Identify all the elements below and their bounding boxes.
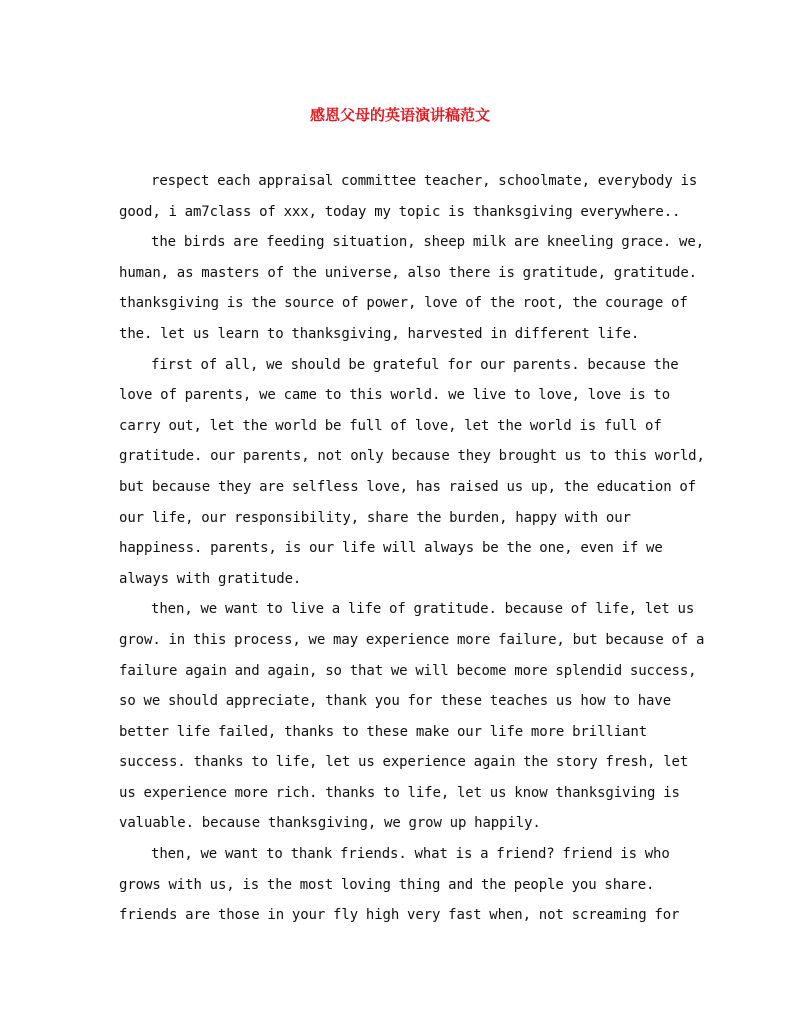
paragraph-line: thanksgiving is the source of power, love of the root, the courage of: [119, 295, 688, 312]
paragraph-line: human, as masters of the universe, also there is gratitude, gratitude.: [119, 264, 698, 281]
document-body: [119, 166, 705, 931]
paragraph-line: love of parents, we came to this world. we live to love, love is to: [119, 387, 671, 404]
paragraph-line: carry out, let the world be full of love, let the world is full of: [119, 417, 662, 434]
paragraph-line: respect each appraisal committee teacher, schoolmate, everybody is: [151, 173, 698, 189]
paragraph-line: but because they are selfless love, has raised us up, the education of: [119, 478, 697, 495]
paragraph-line: gratitude. our parents, not only because they brought us to this world,: [119, 448, 705, 465]
paragraph-line: success. thanks to life, let us experience again the story fresh, let: [119, 754, 689, 771]
paragraph-line: better life failed, thanks to these make our life more brilliant: [119, 723, 648, 740]
paragraph-line: happiness. parents, is our life will always be the one, even if we: [119, 540, 663, 557]
paragraph-line: first of all, we should be grateful for our parents. because the: [151, 356, 679, 373]
paragraph-line: friends are those in your fly high very fast when, not screaming for: [119, 907, 680, 924]
paragraph-line: the birds are feeding situation, sheep milk are kneeling grace. we,: [151, 234, 705, 251]
paragraph-line: grows with us, is the most loving thing and the people you share.: [119, 876, 655, 893]
paragraph-line: then, we want to live a life of gratitude. because of life, let us: [151, 601, 695, 618]
paragraph-line: grow. in this process, we may experience more failure, but because of a: [119, 631, 705, 648]
paragraph-line: good, i am7class of xxx, today my topic is thanksgiving everywhere..: [119, 203, 681, 220]
page-title: 感恩父母的英语演讲稿范文: [309, 106, 490, 124]
paragraph-line: our life, our responsibility, share the burden, happy with our: [119, 509, 631, 526]
paragraph-line: always with gratitude.: [119, 570, 302, 587]
paragraph-line: the. let us learn to thanksgiving, harvested in different life.: [119, 325, 640, 342]
paragraph-line: valuable. because thanksgiving, we grow up happily.: [119, 815, 541, 832]
paragraph-line: us experience more rich. thanks to life, let us know thanksgiving is: [119, 784, 680, 801]
paragraph-line: failure again and again, so that we will become more splendid success,: [119, 662, 697, 679]
paragraph-line: so we should appreciate, thank you for these teaches us how to have: [119, 693, 672, 710]
paragraph-line: then, we want to thank friends. what is a friend? friend is who: [151, 846, 670, 863]
